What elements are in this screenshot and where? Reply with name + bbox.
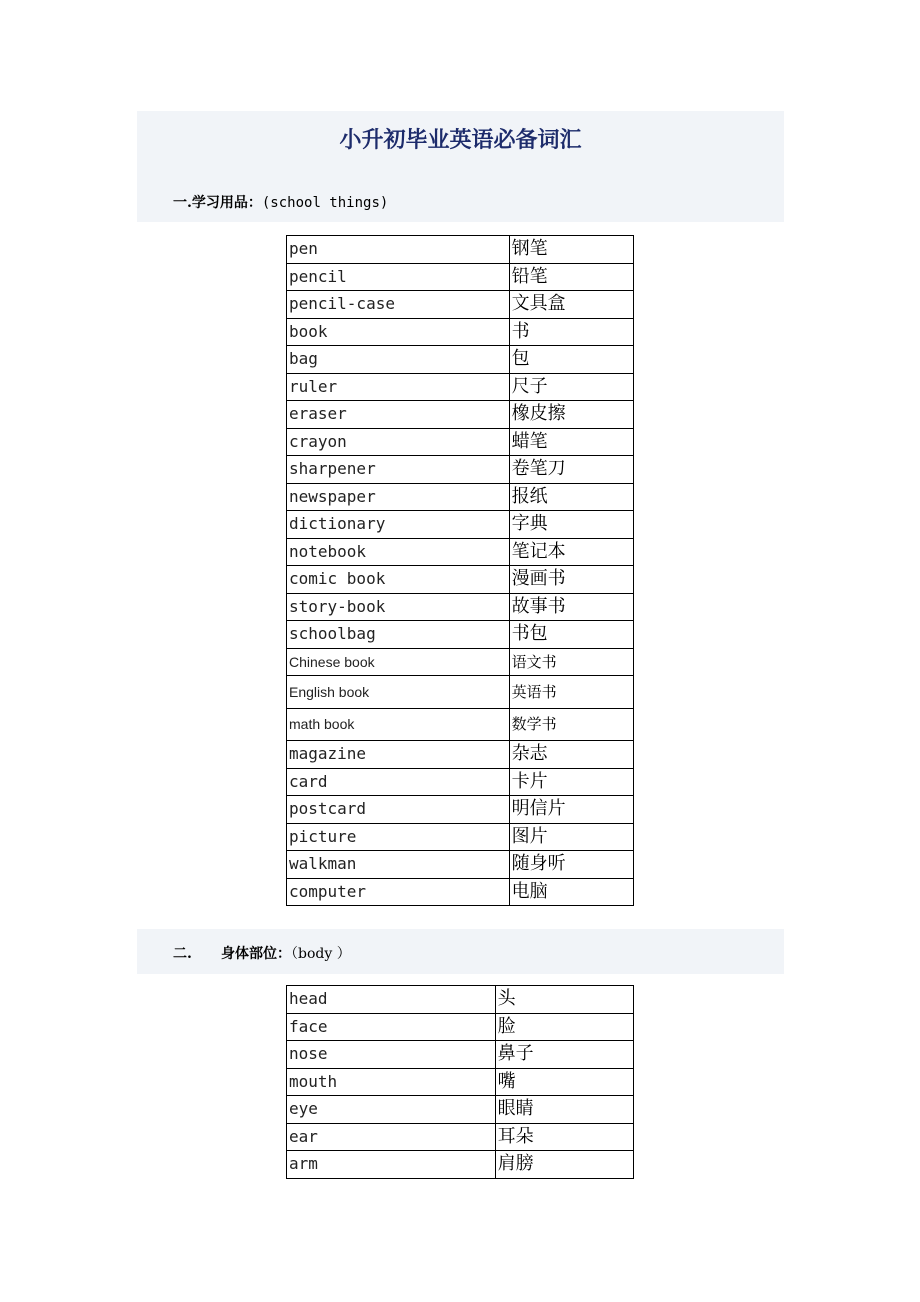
chinese-meaning: 卷笔刀	[509, 456, 633, 484]
table-row	[287, 1123, 634, 1151]
chinese-meaning: 随身听	[509, 851, 633, 879]
english-word: crayon	[287, 428, 510, 456]
section-heading-cn: 一.学习用品：	[173, 195, 262, 211]
english-word: card	[287, 768, 510, 796]
chinese-meaning: 书包	[509, 621, 633, 649]
table-row	[287, 593, 634, 621]
section-heading-body	[173, 943, 351, 963]
section-band-body	[137, 929, 784, 974]
english-word: eye	[287, 1096, 496, 1124]
chinese-meaning: 图片	[509, 823, 633, 851]
chinese-meaning: 报纸	[509, 483, 633, 511]
table-row	[287, 1068, 634, 1096]
english-word: pencil	[287, 263, 510, 291]
vocab-table-school-things	[286, 235, 634, 906]
chinese-meaning: 明信片	[509, 796, 633, 824]
chinese-meaning: 文具盒	[509, 291, 633, 319]
section-heading-en: (school things)	[261, 195, 389, 211]
chinese-meaning: 耳朵	[495, 1123, 633, 1151]
english-word: mouth	[287, 1068, 496, 1096]
english-word: ruler	[287, 373, 510, 401]
table-row	[287, 456, 634, 484]
english-word: ear	[287, 1123, 496, 1151]
vocab-table-body	[286, 985, 634, 1179]
english-word: eraser	[287, 401, 510, 429]
english-word: pen	[287, 236, 510, 264]
table-row	[287, 428, 634, 456]
english-word: walkman	[287, 851, 510, 879]
chinese-meaning: 卡片	[509, 768, 633, 796]
chinese-meaning: 漫画书	[509, 566, 633, 594]
table-row	[287, 318, 634, 346]
table-row	[287, 986, 634, 1014]
chinese-meaning: 脸	[495, 1013, 633, 1041]
table-row	[287, 566, 634, 594]
chinese-meaning: 笔记本	[509, 538, 633, 566]
english-word: magazine	[287, 741, 510, 769]
chinese-meaning: 电脑	[509, 878, 633, 906]
table-row	[287, 291, 634, 319]
chinese-meaning: 包	[509, 346, 633, 374]
english-word: postcard	[287, 796, 510, 824]
english-word: math book	[287, 708, 510, 741]
english-word: notebook	[287, 538, 510, 566]
chinese-meaning: 故事书	[509, 593, 633, 621]
chinese-meaning: 杂志	[509, 741, 633, 769]
chinese-meaning: 钢笔	[509, 236, 633, 264]
table-row	[287, 1151, 634, 1179]
english-word: book	[287, 318, 510, 346]
english-word: story-book	[287, 593, 510, 621]
english-word: computer	[287, 878, 510, 906]
table-row	[287, 483, 634, 511]
table-row	[287, 676, 634, 709]
table-row	[287, 511, 634, 539]
chinese-meaning: 眼睛	[495, 1096, 633, 1124]
table-row	[287, 741, 634, 769]
chinese-meaning: 嘴	[495, 1068, 633, 1096]
chinese-meaning: 数学书	[509, 708, 633, 741]
table-row	[287, 823, 634, 851]
english-word: newspaper	[287, 483, 510, 511]
english-word: bag	[287, 346, 510, 374]
chinese-meaning: 字典	[509, 511, 633, 539]
english-word: arm	[287, 1151, 496, 1179]
table-row	[287, 851, 634, 879]
page-title: 小升初毕业英语必备词汇	[339, 127, 582, 153]
english-word: pencil-case	[287, 291, 510, 319]
chinese-meaning: 肩膀	[495, 1151, 633, 1179]
table-row	[287, 1041, 634, 1069]
english-word: nose	[287, 1041, 496, 1069]
table-row	[287, 263, 634, 291]
section-heading-school-things	[173, 192, 388, 212]
table-row	[287, 236, 634, 264]
chinese-meaning: 语文书	[509, 648, 633, 676]
english-word: schoolbag	[287, 621, 510, 649]
chinese-meaning: 铅笔	[509, 263, 633, 291]
section-number: 二.	[173, 946, 192, 962]
chinese-meaning: 头	[495, 986, 633, 1014]
english-word: dictionary	[287, 511, 510, 539]
english-word: face	[287, 1013, 496, 1041]
chinese-meaning: 橡皮擦	[509, 401, 633, 429]
english-word: English book	[287, 676, 510, 709]
english-word: Chinese book	[287, 648, 510, 676]
table-row	[287, 708, 634, 741]
chinese-meaning: 英语书	[509, 676, 633, 709]
table-row	[287, 373, 634, 401]
chinese-meaning: 书	[509, 318, 633, 346]
table-row	[287, 621, 634, 649]
table-row	[287, 768, 634, 796]
table-row	[287, 796, 634, 824]
section-heading-cn: 身体部位：	[221, 946, 291, 962]
table-row	[287, 878, 634, 906]
english-word: picture	[287, 823, 510, 851]
english-word: head	[287, 986, 496, 1014]
table-row	[287, 1096, 634, 1124]
chinese-meaning: 蜡笔	[509, 428, 633, 456]
table-row	[287, 538, 634, 566]
table-row	[287, 401, 634, 429]
english-word: sharpener	[287, 456, 510, 484]
section-heading-en: （body ）	[291, 946, 351, 962]
english-word: comic book	[287, 566, 510, 594]
table-row	[287, 1013, 634, 1041]
chinese-meaning: 鼻子	[495, 1041, 633, 1069]
title-band	[137, 111, 784, 222]
chinese-meaning: 尺子	[509, 373, 633, 401]
table-row	[287, 648, 634, 676]
table-row	[287, 346, 634, 374]
